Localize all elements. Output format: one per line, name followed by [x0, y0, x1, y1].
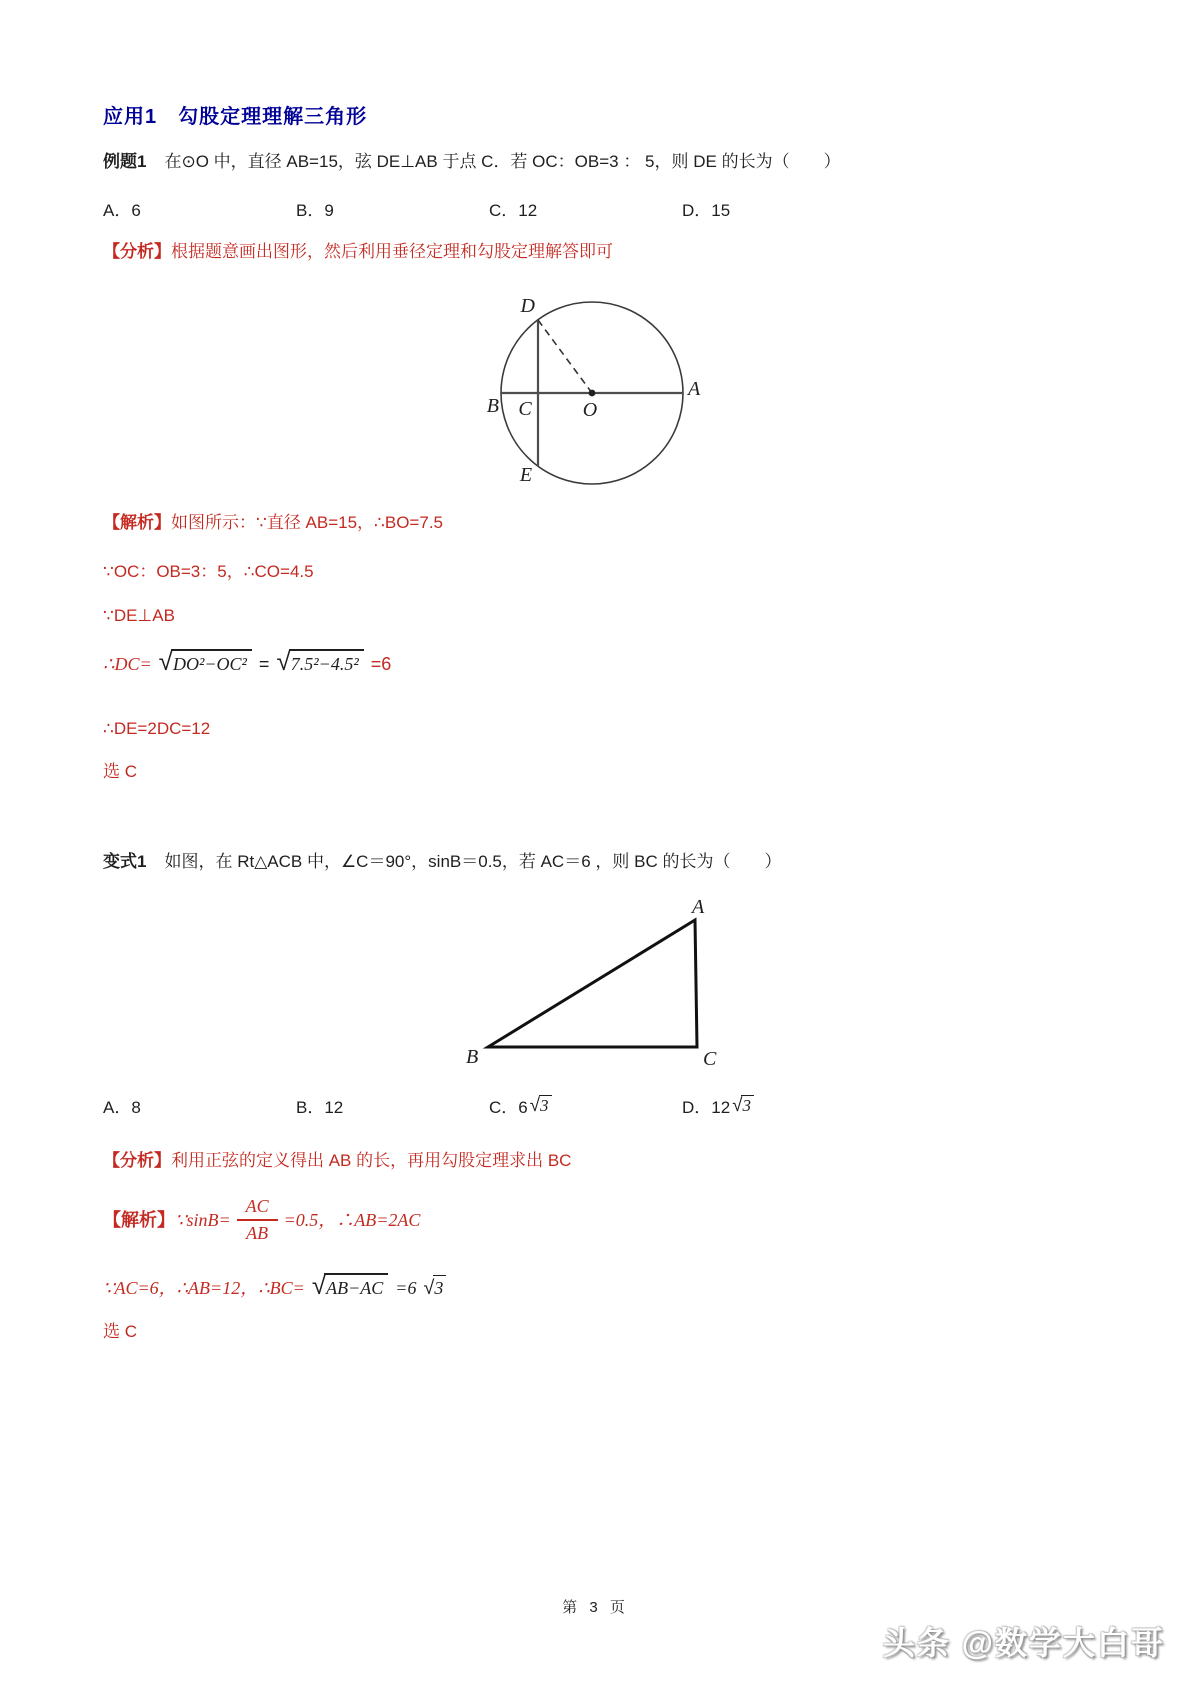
- option-d-text: D．12: [682, 1098, 731, 1117]
- fraction-numerator: AC: [237, 1196, 278, 1221]
- example1-option-b: B．9: [296, 201, 334, 220]
- radical-expression: [312, 1272, 388, 1300]
- sqrt-sign: √: [423, 1277, 435, 1299]
- example1-option-c: C．12: [489, 201, 538, 220]
- variant1-option-b: B．12: [296, 1098, 344, 1117]
- equation-lead: ∵sinB=: [175, 1209, 231, 1230]
- sqrt-sign: √: [732, 1094, 743, 1115]
- solution-tag: 【解析】: [103, 513, 171, 532]
- radical-expression: [530, 1095, 552, 1116]
- example1-option-d: D．15: [682, 201, 731, 220]
- watermark: 头条 @数学大白哥: [882, 1625, 1165, 1661]
- equation-result: =6: [395, 1278, 417, 1298]
- example1-options: [103, 196, 875, 221]
- variant1-question: 如图，在 Rt△ACB 中，∠C＝90°，sinB＝0.5，若 AC＝6 ，则 BC 的长为（ ）: [164, 852, 782, 871]
- section-heading: 应用1 勾股定理理解三角形: [103, 106, 368, 128]
- label-E: E: [519, 464, 533, 486]
- equation-tail: =0.5，∴AB=2AC: [283, 1209, 421, 1230]
- variant1-question-line: [103, 851, 781, 874]
- label-B: B: [486, 395, 499, 417]
- label-C: C: [518, 398, 532, 420]
- solution-tag: 【解析】: [103, 1209, 175, 1230]
- example1-solution-text1: 如图所示：∵直径 AB=15，∴BO=7.5: [171, 513, 443, 532]
- label-B: B: [466, 1046, 479, 1068]
- sqrt-sign: √: [529, 1094, 540, 1115]
- label-C: C: [703, 1048, 717, 1070]
- sqrt-sign: √: [311, 1270, 327, 1300]
- example1-solution-line3: ∵DE⊥AB: [103, 606, 175, 625]
- example1-question: 在⊙O 中，直径 AB=15，弦 DE⊥AB 于点 C．若 OC：OB=3 ： 5，则 DE 的长为（ ）: [164, 152, 841, 171]
- radicand: 7.5²−4.5²: [289, 649, 364, 676]
- page-number: 第 3 页: [562, 1599, 629, 1616]
- fraction-denominator: AB: [246, 1222, 269, 1243]
- radical-expression: [276, 648, 363, 676]
- label-A: A: [688, 378, 701, 400]
- sqrt-sign: √: [158, 646, 173, 676]
- option-c-text: C．6: [489, 1098, 528, 1117]
- variant1-option-a: A．8: [103, 1098, 141, 1117]
- equation-lead: ∴DC=: [103, 654, 152, 674]
- sqrt-sign: √: [276, 646, 291, 676]
- example1-analysis-text: 根据题意画出图形，然后利用垂径定理和勾股定理解答即可: [171, 242, 613, 261]
- variant1-solution-line1: [103, 1196, 420, 1243]
- radicand: 3: [433, 1275, 446, 1300]
- radicand: 3: [539, 1095, 552, 1116]
- variant1-analysis-line: [103, 1150, 571, 1173]
- equation-result: =6: [370, 654, 392, 674]
- radius-DO-dashed: [538, 320, 592, 393]
- analysis-tag: 【分析】: [103, 242, 171, 261]
- example1-solution-line1: [103, 512, 443, 535]
- example1-analysis-line: [103, 241, 613, 264]
- analysis-tag: 【分析】: [103, 1151, 171, 1170]
- label-D: D: [520, 295, 535, 317]
- example1-question-line: [103, 151, 841, 174]
- example1-label: 例题1: [103, 152, 147, 171]
- triangle-diagram: [430, 895, 770, 1075]
- label-O: O: [582, 399, 598, 421]
- variant1-solution-line2: [103, 1272, 448, 1300]
- variant1-label: 变式1: [103, 852, 147, 871]
- radical-expression: [423, 1275, 446, 1300]
- example1-answer: 选 C: [103, 762, 137, 781]
- variant1-option-c: [489, 1093, 682, 1118]
- label-A: A: [692, 896, 705, 918]
- example1-solution-line2: ∵OC：OB=3：5，∴CO=4.5: [103, 562, 314, 581]
- center-dot: [589, 390, 596, 397]
- circle-diagram: [455, 278, 725, 493]
- variant1-option-d: [682, 1093, 875, 1118]
- example1-solution-equation: [103, 648, 391, 676]
- variant1-analysis-text: 利用正弦的定义得出 AB 的长，再用勾股定理求出 BC: [171, 1151, 572, 1170]
- radical-expression: [732, 1095, 754, 1116]
- radicand: AB−AC: [324, 1273, 388, 1300]
- radicand: DO²−OC²: [171, 649, 252, 676]
- radicand: 3: [741, 1095, 754, 1116]
- variant1-answer: 选 C: [103, 1322, 137, 1341]
- equals-sign: =: [258, 654, 270, 674]
- radical-expression: [159, 648, 252, 676]
- variant1-options: [103, 1093, 875, 1118]
- example1-solution-line5: ∴DE=2DC=12: [103, 719, 211, 738]
- right-triangle: [488, 920, 697, 1047]
- example1-option-a: A．6: [103, 201, 141, 220]
- equation-lead: ∵AC=6，∴AB=12，∴BC=: [103, 1278, 305, 1298]
- fraction: [237, 1196, 278, 1243]
